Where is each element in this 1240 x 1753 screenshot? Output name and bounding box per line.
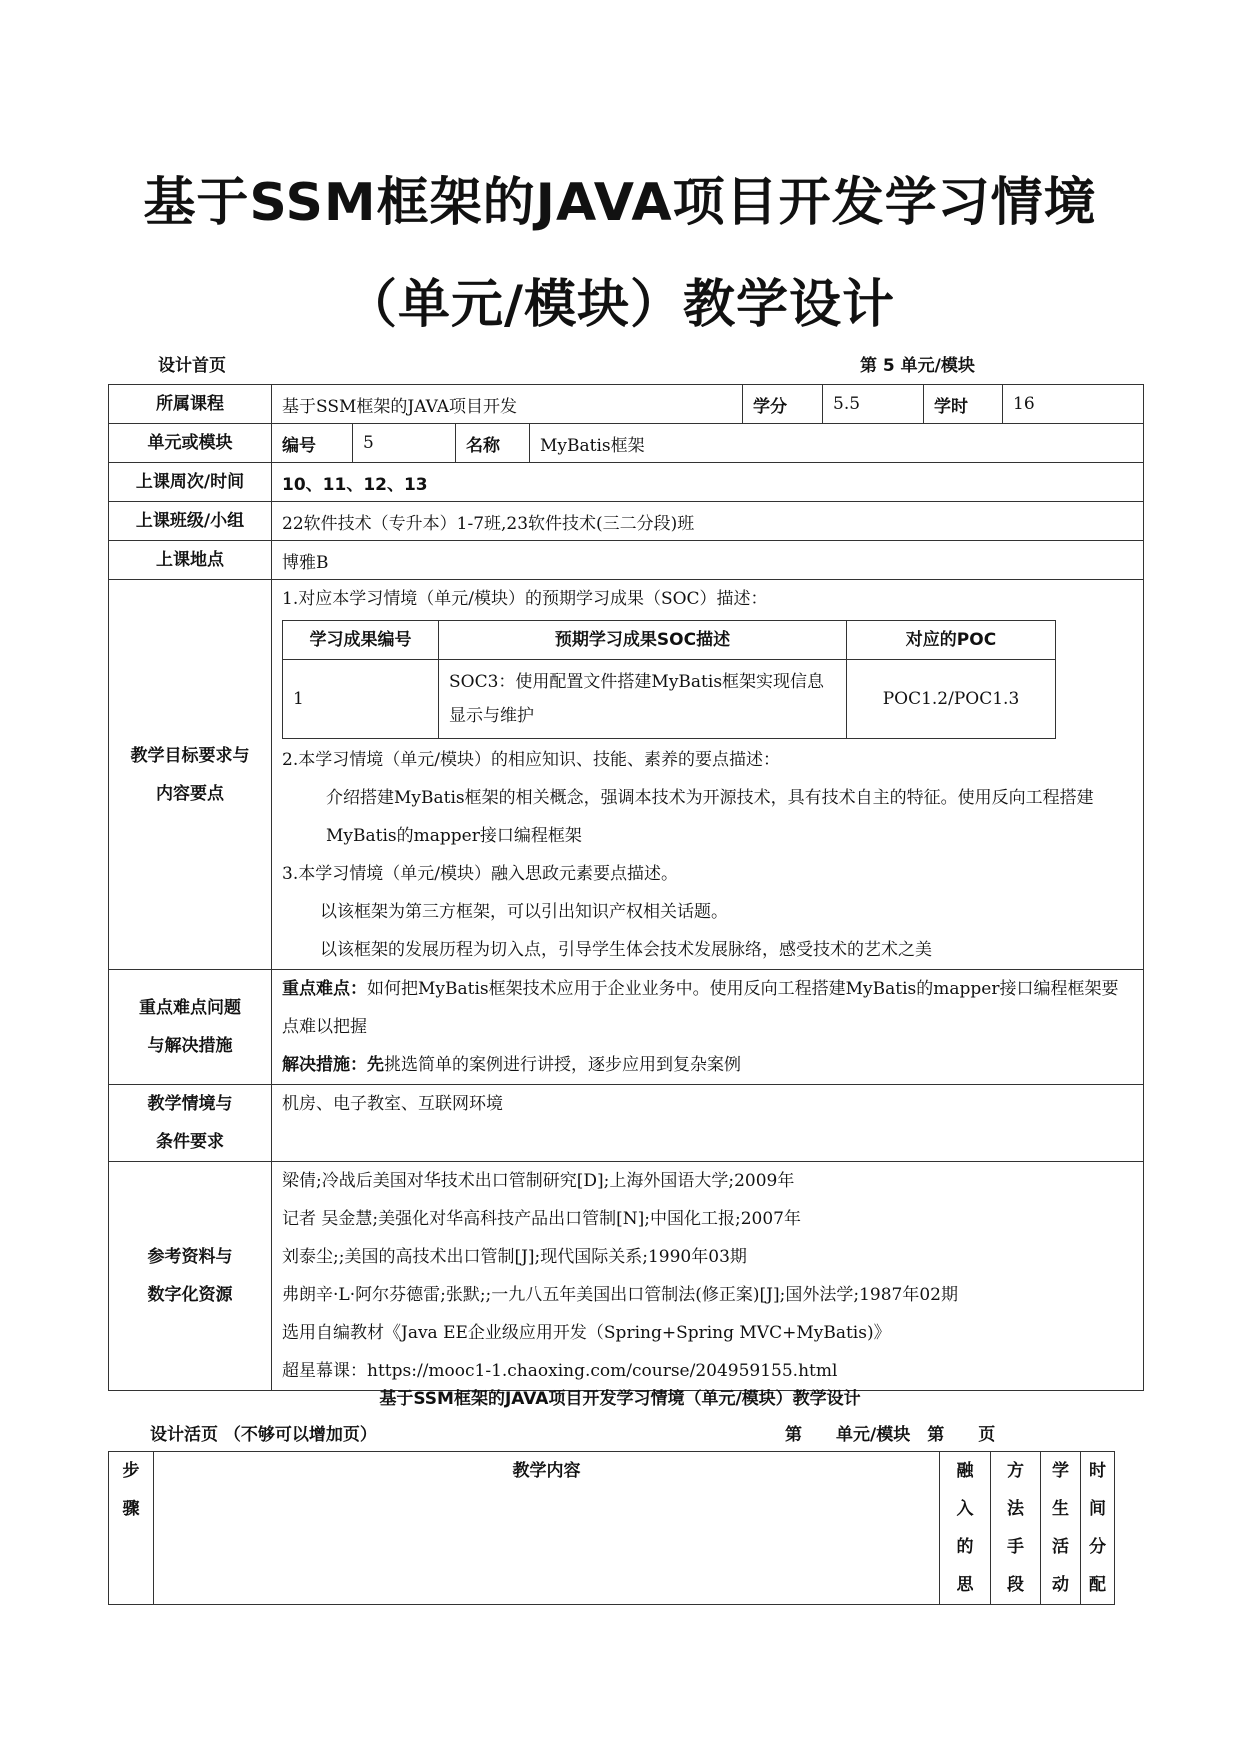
soc-poc: POC1.2/POC1.3 <box>847 660 1056 739</box>
key-row <box>109 970 1144 1085</box>
key-label-2: 与解决措施 <box>147 1036 233 1056</box>
course-row <box>109 385 1144 424</box>
unit-num-label: 编号 <box>272 424 353 463</box>
goals-p1: 1.对应本学习情境（单元/模块）的预期学习成果（SOC）描述： <box>282 589 768 609</box>
credit-label: 学分 <box>743 385 823 424</box>
class-row <box>109 502 1144 541</box>
page2-left-label: 设计活页 （不够可以增加页） <box>150 1425 377 1445</box>
unit-name-label: 名称 <box>456 424 530 463</box>
key-points-label: 重点难点： <box>282 979 367 999</box>
goals-p3-a: 以该框架为第三方框架，可以引出知识产权相关话题。 <box>320 902 728 922</box>
class-value: 22软件技术（专升本）1-7班,23软件技术(三二分段)班 <box>272 502 1144 541</box>
course-label: 所属课程 <box>109 385 272 424</box>
col-method: 方法手段 <box>991 1452 1041 1605</box>
col-student-activity: 学生活动 <box>1041 1452 1081 1605</box>
page2-title: 基于SSM框架的JAVA项目开发学习情境（单元/模块）教学设计 <box>379 1389 861 1409</box>
ref-item: 选用自编教材《Java EE企业级应用开发（Spring+Spring MVC+MyBatis)》 <box>282 1323 891 1343</box>
title-line2: （单元/模块）教学设计 <box>345 275 895 335</box>
goals-p3: 3.本学习情境（单元/模块）融入思政元素要点描述。 <box>282 864 678 884</box>
env-row <box>109 1085 1144 1162</box>
goals-label-2: 内容要点 <box>156 783 224 804</box>
goals-p2-text: 介绍搭建MyBatis框架的相关概念，强调本技术为开源技术，具有技术自主的特征。使用反向工程搭建MyBatis的mapper接口编程框架 <box>326 788 1094 846</box>
title-line1: 基于SSM框架的JAVA项目开发学习情境 <box>143 173 1097 233</box>
solution-bold: 先 <box>367 1055 384 1075</box>
first-page-label: 设计首页 <box>158 356 226 376</box>
place-value: 博雅B <box>272 541 1144 580</box>
col-step: 步骤 <box>109 1452 154 1605</box>
env-label-1: 教学情境与 <box>147 1094 233 1114</box>
goals-p3-b: 以该框架的发展历程为切入点，引导学生体会技术发展脉络，感受技术的艺术之美 <box>320 940 932 960</box>
col-content: 教学内容 <box>154 1452 940 1605</box>
soc-desc: SOC3：使用配置文件搭建MyBatis框架实现信息显示与维护 <box>439 660 847 739</box>
refs-row <box>109 1162 1144 1391</box>
col-ideology: 融入的思 <box>940 1452 991 1605</box>
soc-table <box>282 620 1056 739</box>
key-label-1: 重点难点问题 <box>139 998 241 1018</box>
soc-header-poc: 对应的POC <box>847 621 1056 660</box>
soc-id: 1 <box>283 660 439 739</box>
unit-name: MyBatis框架 <box>530 424 1144 463</box>
design-table <box>108 384 1144 1391</box>
activity-table <box>108 1451 1115 1605</box>
hours-value: 16 <box>1003 385 1144 424</box>
env-value: 机房、电子教室、互联网环境 <box>282 1094 503 1114</box>
env-label-2: 条件要求 <box>156 1132 224 1152</box>
unit-number-label: 第 5 单元/模块 <box>860 356 975 376</box>
week-label: 上课周次/时间 <box>109 463 272 502</box>
col-time: 时间分配 <box>1081 1452 1115 1605</box>
ref-item: 梁倩;冷战后美国对华技术出口管制研究[D];上海外国语大学;2009年 <box>282 1171 795 1191</box>
hours-label: 学时 <box>924 385 1003 424</box>
refs-label-1: 参考资料与 <box>147 1247 233 1267</box>
unit-num: 5 <box>353 424 456 463</box>
place-row <box>109 541 1144 580</box>
class-label: 上课班级/小组 <box>109 502 272 541</box>
solution-text: 挑选简单的案例进行讲授，逐步应用到复杂案例 <box>384 1055 741 1075</box>
ref-item: 弗朗辛·L·阿尔芬德雷;张默;;一九八五年美国出口管制法(修正案)[J];国外法学;1987年02期 <box>282 1285 958 1305</box>
unit-row <box>109 424 1144 463</box>
solution-label: 解决措施： <box>282 1055 367 1075</box>
week-value: 10、11、12、13 <box>272 463 1144 502</box>
soc-header-desc: 预期学习成果SOC描述 <box>439 621 847 660</box>
goals-label-1: 教学目标要求与 <box>130 745 250 766</box>
unit-label: 单元或模块 <box>109 424 272 463</box>
key-points-text: 如何把MyBatis框架技术应用于企业业务中。使用反向工程搭建MyBatis的mapper接口编程框架要点难以把握 <box>282 979 1119 1037</box>
soc-header-id: 学习成果编号 <box>283 621 439 660</box>
ref-item: 记者 吴金慧;美强化对华高科技产品出口管制[N];中国化工报;2007年 <box>282 1209 801 1229</box>
refs-label-2: 数字化资源 <box>147 1285 233 1305</box>
ref-item-link[interactable]: 超星幕课：https://mooc1-1.chaoxing.com/course/204959155.html <box>282 1361 838 1381</box>
credit-value: 5.5 <box>823 385 924 424</box>
week-row <box>109 463 1144 502</box>
goals-p2: 2.本学习情境（单元/模块）的相应知识、技能、素养的要点描述： <box>282 750 780 770</box>
goals-row <box>109 580 1144 970</box>
ref-item: 刘泰尘;;美国的高技术出口管制[J];现代国际关系;1990年03期 <box>282 1247 747 1267</box>
course-value: 基于SSM框架的JAVA项目开发 <box>272 385 743 424</box>
place-label: 上课地点 <box>109 541 272 580</box>
page2-right-label: 第 单元/模块 第 页 <box>785 1425 996 1445</box>
